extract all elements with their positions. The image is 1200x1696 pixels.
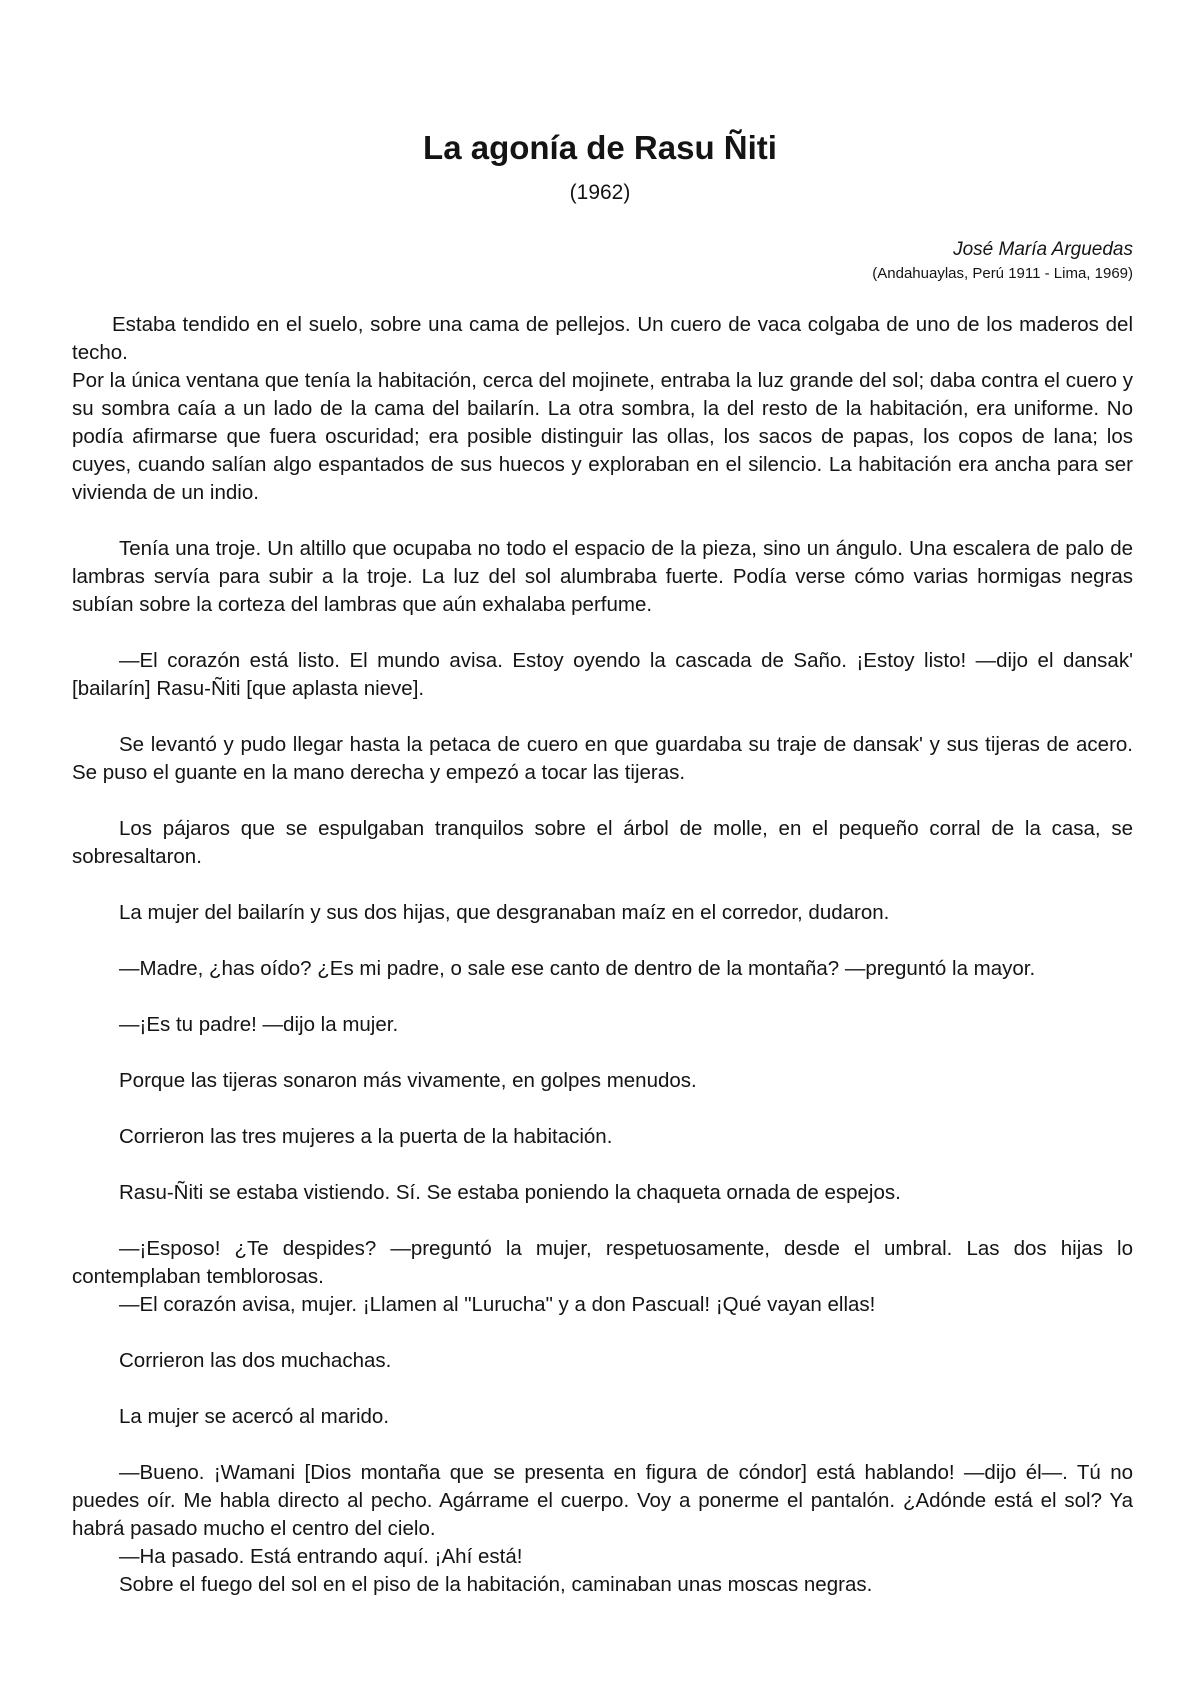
paragraph: —El corazón avisa, mujer. ¡Llamen al "Lurucha" y a don Pascual! ¡Qué vayan ellas!: [119, 1293, 876, 1316]
author-info: (Andahuaylas, Perú 1911 - Lima, 1969): [872, 265, 1133, 282]
paragraph: Rasu-Ñiti se estaba vistiendo. Sí. Se estaba poniendo la chaqueta ornada de espejos.: [119, 1181, 901, 1204]
paragraph: Se levantó y pudo llegar hasta la petaca de cuero en que guardaba su traje de dansak' y sus tijeras de acero. Se puso el guante en la mano derecha y empezó a tocar las tijeras.: [72, 733, 1133, 784]
paragraph: Los pájaros que se espulgaban tranquilos sobre el árbol de molle, en el pequeño corral de la casa, se sobresaltaron.: [72, 817, 1133, 868]
publication-year: (1962): [569, 181, 631, 204]
paragraph: —Madre, ¿has oído? ¿Es mi padre, o sale ese canto de dentro de la montaña? —preguntó la mayor.: [119, 957, 1036, 980]
story-body: [72, 311, 1133, 1599]
paragraph: —Bueno. ¡Wamani [Dios montaña que se presenta en figura de cóndor] está hablando! —dijo él—. Tú no puedes oír. Me habla directo al pecho. Agárrame el cuerpo. Voy a ponerme el pantalón. ¿Adónde está el sol? Ya habrá pasado mucho el centro del cielo.: [72, 1461, 1133, 1540]
paragraph: —El corazón está listo. El mundo avisa. Estoy oyendo la cascada de Saño. ¡Estoy listo! —dijo el dansak' [bailarín] Rasu-Ñiti [que aplasta nieve].: [72, 649, 1133, 700]
paragraph: La mujer se acercó al marido.: [119, 1405, 390, 1428]
document-title: La agonía de Rasu Ñiti: [423, 129, 777, 166]
author-name: José María Arguedas: [953, 239, 1133, 260]
paragraph: —¡Esposo! ¿Te despides? —preguntó la mujer, respetuosamente, desde el umbral. Las dos hijas lo contemplaban temblorosas.: [72, 1237, 1133, 1288]
paragraph: Corrieron las dos muchachas.: [119, 1349, 392, 1372]
paragraph: Estaba tendido en el suelo, sobre una cama de pellejos. Un cuero de vaca colgaba de uno de los maderos del techo.: [72, 313, 1133, 364]
paragraph: Sobre el fuego del sol en el piso de la habitación, caminaban unas moscas negras.: [119, 1573, 873, 1596]
paragraph: Porque las tijeras sonaron más vivamente, en golpes menudos.: [119, 1069, 697, 1092]
paragraph: Corrieron las tres mujeres a la puerta de la habitación.: [119, 1125, 613, 1148]
paragraph: La mujer del bailarín y sus dos hijas, que desgranaban maíz en el corredor, dudaron.: [119, 901, 890, 924]
paragraph: Por la única ventana que tenía la habitación, cerca del mojinete, entraba la luz grande del sol; daba contra el cuero y su sombra caía a un lado de la cama del bailarín. La otra sombra, la del resto de la habitación, era uniforme. No podía afirmarse que fuera oscuridad; era posible distinguir las ollas, los sacos de papas, los copos de lana; los cuyes, cuando salían algo espantados de sus huecos y exploraban en el silencio. La habitación era ancha para ser vivienda de un indio.: [72, 369, 1133, 504]
paragraph: Tenía una troje. Un altillo que ocupaba no todo el espacio de la pieza, sino un ángulo. Una escalera de palo de lambras servía para subir a la troje. La luz del sol alumbraba fuerte. Podía verse cómo varias hormigas negras subían sobre la corteza del lambras que aún exhalaba perfume.: [72, 537, 1133, 616]
paragraph: —¡Es tu padre! —dijo la mujer.: [119, 1013, 399, 1036]
paragraph: —Ha pasado. Está entrando aquí. ¡Ahí está!: [119, 1545, 523, 1568]
